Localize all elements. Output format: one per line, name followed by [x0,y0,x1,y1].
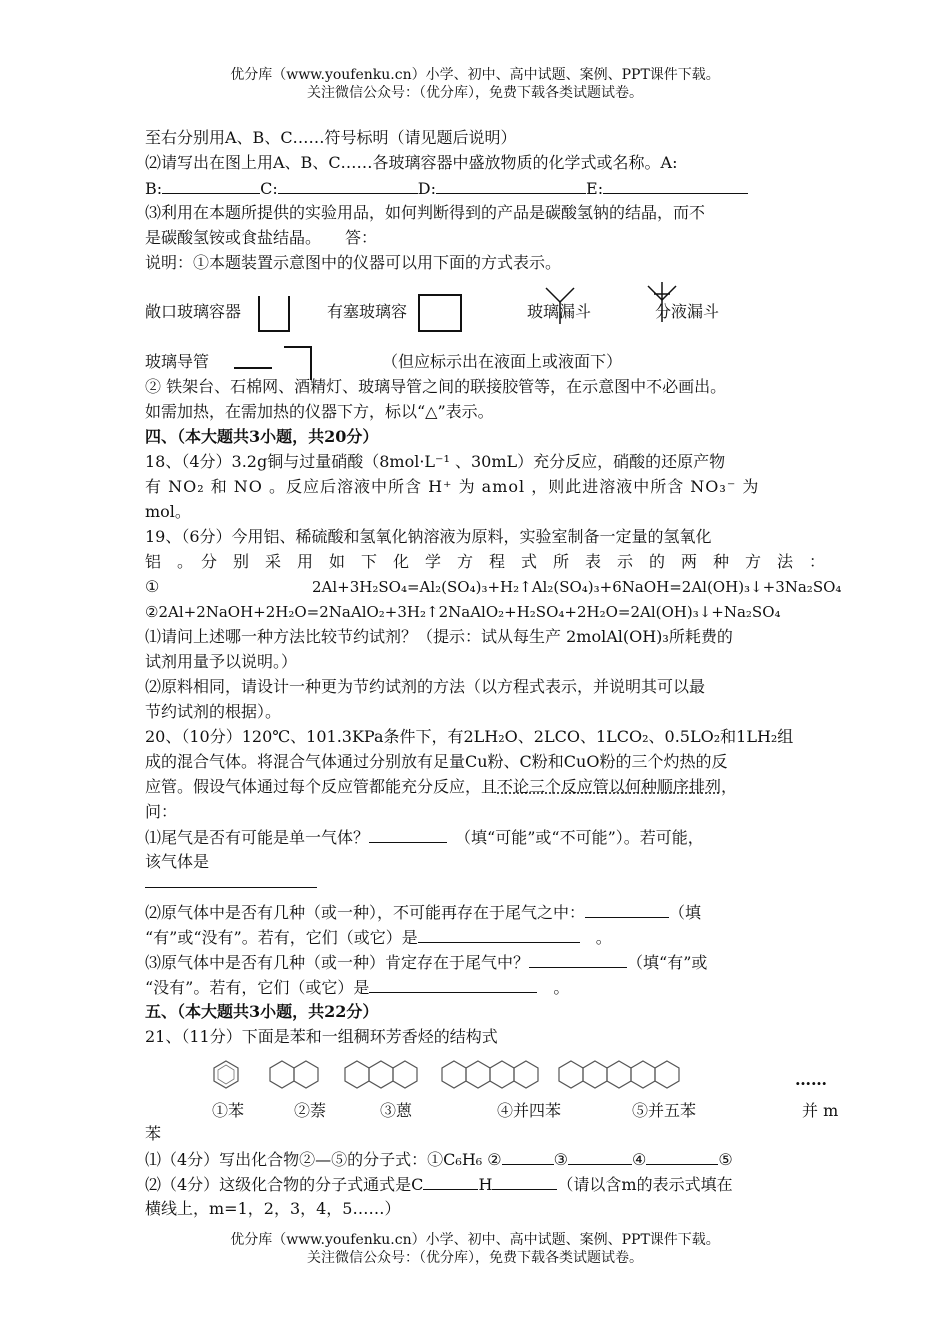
label-c: C: [260,179,278,198]
q20-line [145,902,701,923]
q20-line: 问： [145,802,178,821]
funnel-icon [540,284,580,328]
tube-note: （但应标示出在液面上或液面下） [382,352,623,371]
benzene-structure [212,1059,240,1089]
q21-text: ⑵（4分）这级化合物的分子式通式是C [145,1175,424,1194]
q19-line: 铝 。 分 别 采 用 如 下 化 学 方 程 式 所 表 示 的 两 种 方 法 ： [145,552,826,571]
q21-text: H [478,1175,493,1194]
q20-text: ， [721,777,738,796]
q20-line: 该气体是 [145,852,210,871]
label-e: E: [586,179,604,198]
glass-tube-label: 玻璃导管 [145,352,210,371]
tube-line-icon [234,367,272,369]
footer-line-2: 关注微信公众号：（优分库），免费下载各类试题试卷。 [307,1250,643,1266]
text-line: ⑶利用在本题所提供的实验用品，如何判断得到的产品是碳酸氢钠的结晶，而不 [145,203,706,222]
q20-line [145,927,612,948]
q20-line [145,952,707,973]
q20-line [145,872,317,893]
label-d: D: [417,179,437,198]
text-line: ② 铁架台、石棉网、酒精灯、玻璃导管之间的联接胶管等，在示意图中不必画出。 [145,377,727,396]
stoppered-container-icon [418,294,462,332]
q20-emphasis: 不论三个反应管以何种顺序排列 [497,777,722,796]
label-m-acene-cont: 苯 [145,1124,162,1143]
ellipsis: …… [795,1070,827,1089]
blank-q21-h[interactable] [492,1174,557,1190]
blank-q21-4[interactable] [646,1149,718,1165]
label-pentacene: ⑤并五苯 [632,1101,697,1120]
footer-line-1: 优分库（www.youfenku.cn）小学、初中、高中试题、案例、PPT课件下载。 [230,1232,720,1248]
q18-line: 有 NO₂ 和 NO 。反应后溶液中所含 H⁺ 为 amol ，则此进溶液中所含 NO₃⁻ 为 [145,477,760,496]
label-tetracene: ④并四苯 [497,1101,562,1120]
tetracene-structure [440,1059,540,1089]
separatory-funnel-label: 分液漏斗 [655,302,720,321]
q20-text: 应管。假设气体通过每个反应管都能充分反应，且 [145,777,498,796]
header-line-1: 优分库（www.youfenku.cn）小学、初中、高中试题、案例、PPT课件下载。 [230,67,720,83]
section-heading-4: 四、（本大题共3小题，共20分） [145,427,379,446]
label-anthracene: ③蒽 [380,1101,413,1120]
q20-line: 成的混合气体。将混合气体通过分别放有足量Cu粉、C粉和CuO粉的三个灼热的反 [145,752,728,771]
section-heading-5: 五、（本大题共3小题，共22分） [145,1002,379,1021]
q21-line: 横线上，m=1，2，3，4，5……） [145,1199,401,1218]
open-container-icon [258,296,290,332]
q20-line: 20、（10分）120℃、101.3KPa条件下，有2LH₂O、2LCO、1LCO₂、0.5LO₂和1LH₂组 [145,727,794,746]
q20-text: （填“有”或 [627,953,708,972]
q19-eq2: ②2Al+2NaOH+2H₂O=2NaAlO₂+3H₂↑2NaAlO₂+H₂SO₄+2H₂O=2Al(OH)₃↓+Na₂SO₄ [145,603,781,621]
label-benzene: ①苯 [212,1101,245,1120]
blank-d[interactable] [436,178,586,194]
q20-text: ⑵原气体中是否有几种（或一种），不可能再存在于尾气之中： [145,903,586,922]
separatory-funnel-icon [642,280,682,326]
q19-eq1: 2Al+3H₂SO₄=Al₂(SO₄)₃+H₂↑Al₂(SO₄)₃+6NaOH=2Al(OH)₃↓+3Na₂SO₄ [312,578,842,596]
blank-q20-4[interactable] [529,952,627,968]
q19-eq1-marker: ① [145,577,160,596]
q21-text: ⑴（4分）写出化合物②—⑤的分子式：①C₆H₆ ② [145,1150,502,1169]
bent-tube-icon [284,346,312,380]
naphthalene-structure [268,1059,320,1089]
q18-line: 18、（4分）3.2g铜与过量硝酸（8mol·L⁻¹ 、30mL）充分反应，硝酸的还原产物 [145,452,726,471]
blank-c[interactable] [278,178,418,194]
label-naphthalene: ②萘 [294,1101,327,1120]
q19-line: ⑴请问上述哪一种方法比较节约试剂？（提示：试从每生产 2molAl(OH)₃所耗费的 [145,627,733,646]
q19-line: 试剂用量予以说明。） [145,652,298,671]
q19-line: 节约试剂的根据）。 [145,702,282,721]
text-line: 是碳酸氢铵或食盐结晶。 答： [145,228,378,247]
q21-text: （请以含m的表示式填在 [557,1175,733,1194]
q19-line: ⑵原料相同，请设计一种更为节约试剂的方法（以方程式表示，并说明其可以最 [145,677,706,696]
text-line: ⑵请写出在图上用A、B、C……各玻璃容器中盛放物质的化学式或名称。A: [145,153,678,172]
q20-text: （填“可能”或“不可能”）。若可能， [463,828,704,847]
blank-q21-2[interactable] [502,1149,554,1165]
q20-text: 。 [595,928,612,947]
blank-q21-c[interactable] [423,1174,478,1190]
q18-line: mol。 [145,502,191,521]
glass-funnel-label: 玻璃漏斗 [527,302,592,321]
pentacene-structure [557,1059,681,1089]
blank-q21-3[interactable] [568,1149,632,1165]
blank-b[interactable] [162,178,260,194]
stoppered-container-label: 有塞玻璃容 [327,302,408,321]
q20-text: “没有”。若有，它们（或它）是 [145,978,370,997]
q21-text: ⑤ [718,1150,733,1169]
text-line: 说明：①本题装置示意图中的仪器可以用下面的方式表示。 [145,253,562,272]
q19-line: 19、（6分）今用铝、稀硫酸和氢氧化钠溶液为原料，实验室制备一定量的氢氧化 [145,527,712,546]
q20-line [145,777,737,797]
q21-line [145,1174,733,1195]
label-b: B: [145,179,163,198]
q20-text: （填 [669,903,702,922]
open-container-label: 敞口玻璃容器 [145,302,242,321]
blank-q20-3[interactable] [418,927,580,943]
q21-line [145,1149,733,1170]
label-m-acene: 并 m [802,1101,839,1120]
q20-text: ⑶原气体中是否有几种（或一种）肯定存在于尾气中？ [145,953,530,972]
text-line: 至右分别用A、B、C……符号标明（请见题后说明） [145,128,517,147]
q20-line [145,827,704,848]
blank-q20-2[interactable] [585,902,669,918]
q21-line: 21、（11分）下面是苯和一组稠环芳香烃的结构式 [145,1027,498,1046]
header-line-2: 关注微信公众号：（优分库），免费下载各类试题试卷。 [307,85,643,101]
blank-q20-1[interactable] [369,827,447,843]
q21-text: ④ [631,1150,647,1169]
q20-text: 。 [553,978,570,997]
blank-q20-gas[interactable] [145,872,317,888]
q20-text: ⑴尾气是否有可能是单一气体？ [145,828,370,847]
q21-text: ③ [553,1150,568,1169]
blank-e[interactable] [603,178,748,194]
text-line: 如需加热，在需加热的仪器下方，标以“△”表示。 [145,402,494,421]
anthracene-structure [343,1059,419,1089]
q20-line [145,977,569,998]
q20-text: “有”或“没有”。若有，它们（或它）是 [145,928,418,947]
blank-q20-5[interactable] [369,977,537,993]
answer-line-bcde [145,178,748,199]
